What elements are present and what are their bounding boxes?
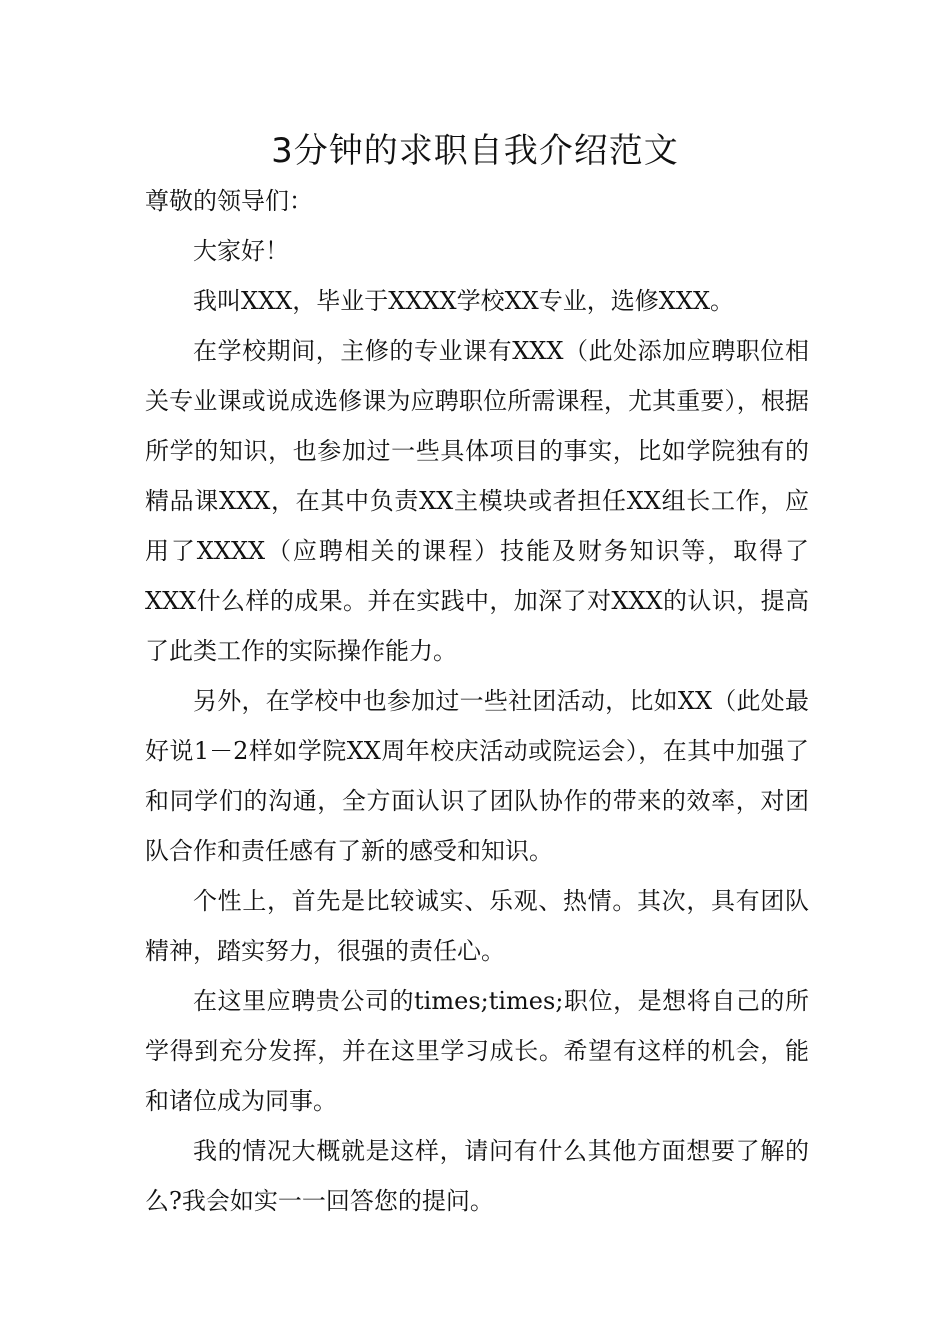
- document-title: 3分钟的求职自我介绍范文: [271, 131, 679, 171]
- paragraph-activities: 另外，在学校中也参加过一些社团活动，比如XX（此处最好说1－2样如学院XX周年校庆活动或院运会），在其中加强了和同学们的沟通，全方面认识了团队协作的带来的效率，对团队合作和责任感有了新的感受和知识。: [145, 687, 809, 865]
- paragraph-closing: 我的情况大概就是这样，请问有什么其他方面想要了解的么?我会如实一一回答您的提问。: [145, 1137, 809, 1215]
- salutation: 尊敬的领导们：: [145, 187, 313, 215]
- paragraph-name: 我叫XXX，毕业于XXXX学校XX专业，选修XXX。: [193, 287, 735, 315]
- paragraph-greeting: 大家好！: [193, 237, 289, 265]
- paragraph-application: 在这里应聘贵公司的times;times;职位，是想将自己的所学得到充分发挥，并在这里学习成长。希望有这样的机会，能和诸位成为同事。: [145, 987, 809, 1115]
- document-body: [145, 176, 809, 1226]
- paragraph-courses: 在学校期间，主修的专业课有XXX（此处添加应聘职位相关专业课或说成选修课为应聘职位所需课程，尤其重要），根据所学的知识，也参加过一些具体项目的事实，比如学院独有的精品课XXX，在其中负责XX主模块或者担任XX组长工作，应用了XXXX（应聘相关的课程）技能及财务知识等，取得了XXX什么样的成果。并在实践中，加深了对XXX的认识，提高了此类工作的实际操作能力。: [145, 337, 809, 665]
- paragraph-personality: 个性上，首先是比较诚实、乐观、热情。其次，具有团队精神，踏实努力，很强的责任心。: [145, 887, 809, 965]
